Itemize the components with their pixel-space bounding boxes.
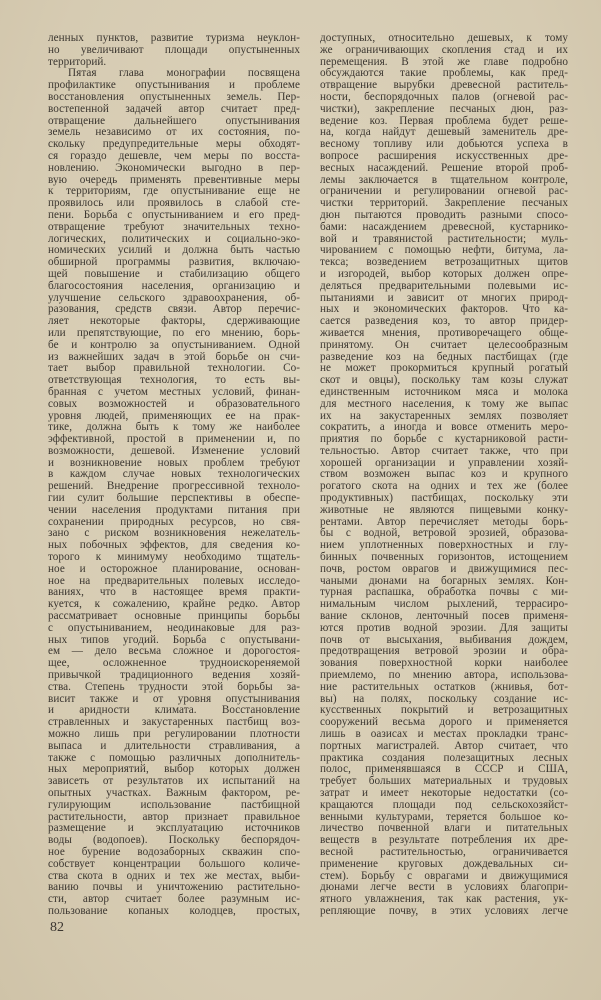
text-line: новлению. Экономически выгодно в пер- xyxy=(48,161,300,174)
text-line: отвращение требуют значительных техно- xyxy=(48,220,300,233)
text-line: ние растительных остатков (жнивья, бот- xyxy=(320,680,568,693)
text-line: же ограничивающих скопления стад и их xyxy=(320,43,568,56)
text-line: вы) на полях, поскольку создание ис- xyxy=(320,692,568,705)
text-line: или препятствующие, по его мнению, борь- xyxy=(48,326,300,339)
text-line: сти, автор считает более разумным ис- xyxy=(48,893,300,906)
text-line: дюн пытаются проводить разными спосо- xyxy=(320,208,568,221)
text-line: приятия по борьбе с кустарниковой расти- xyxy=(320,433,568,446)
text-line: доступных, относительно дешевых, к тому xyxy=(320,32,568,44)
text-line: деляться предварительными полевыми ис- xyxy=(320,279,568,292)
text-line: отвращение дальнейшего опустынивания xyxy=(48,114,300,127)
text-line: практика создания полезащитных лесных xyxy=(320,751,568,764)
text-line: на, когда найдут дешевый заменитель дре- xyxy=(320,126,568,139)
text-line: растительности, автор признает правильное xyxy=(48,810,300,823)
text-line: Пятая глава монографии посвящена xyxy=(68,67,300,80)
text-line: ных мероприятий, выбор которых должен xyxy=(48,763,300,776)
text-line: лишь в оазисах и местах прокладки транс- xyxy=(320,728,568,741)
text-line: вание склонов, ленточный посев применя- xyxy=(320,610,568,623)
text-line: ности, беспорядочных палов (огневой рас- xyxy=(320,90,568,103)
text-line: ное и осторожное планирование, основан- xyxy=(48,562,300,575)
text-line: вой и травянистой растительности; муль- xyxy=(320,232,568,245)
text-line: щее, осложненное трудноискореняемой xyxy=(48,657,300,670)
text-line: ством возможен выпас коз и крупного xyxy=(320,468,568,481)
text-line: ятного увлажнения, так как растения, ук- xyxy=(320,893,568,906)
text-line: скольку предупредительные меры обходят- xyxy=(48,138,300,151)
text-line: принятому. Он считает целесообразным xyxy=(320,338,568,351)
text-line: гии сулит большие перспективы в обеспе- xyxy=(48,492,300,505)
text-line: зано с риском возникновения нежелатель- xyxy=(48,527,300,540)
text-line: ляет некоторые факторы, сдерживающие xyxy=(48,315,300,328)
page-number: 82 xyxy=(50,920,64,935)
text-line: почв от высыхания, выбивания дождем, xyxy=(320,633,568,646)
text-line: территорий. xyxy=(48,55,107,68)
text-column-left xyxy=(48,33,300,918)
text-line: из важнейших задач в этой борьбе он счи- xyxy=(48,350,300,363)
text-line: живается мнения, противоречащего обще- xyxy=(320,326,568,339)
text-line: весных насаждений. Решение второй проб- xyxy=(320,161,568,174)
text-line: тает выбор правильной технологии. Со- xyxy=(48,362,300,375)
text-line: кращаются площади под сельскохозяйст- xyxy=(320,798,568,811)
text-line: турная распашка, обработка почвы с ми- xyxy=(320,586,568,599)
text-line: рассматривает основные принципы борьбы xyxy=(48,610,300,623)
text-line: сооружений весьма дорого и применяется xyxy=(320,716,568,729)
text-line: для местного населения, к тому же выпас xyxy=(320,397,568,410)
text-line: не может прокормиться крупный рогатый xyxy=(320,362,568,375)
text-line: лемы заключается в тщательном контроле, xyxy=(320,173,568,186)
text-line: ных побочных эффектов, для сведения ко- xyxy=(48,539,300,552)
text-line: ных и экономических факторов. Что ка- xyxy=(320,303,568,316)
text-line: портных магистралей. Автор считает, что xyxy=(320,739,568,752)
text-line: ленных пунктов, развитие туризма неуклон- xyxy=(48,32,300,44)
text-line: бранная с учетом местных условий, финан- xyxy=(48,385,300,398)
text-line: и аридности климата. Восстановление xyxy=(48,704,300,717)
text-line: уровня людей, применяющих ее на прак- xyxy=(48,409,300,422)
text-line: ства. Степень трудности этой борьбы за- xyxy=(48,680,300,693)
text-line: ных типов угодий. Борьба с опустывани- xyxy=(48,633,300,646)
text-line: рентами. Автор перечисляет методы борь- xyxy=(320,515,568,528)
text-line: ведение коз. Первая проблема будет реше- xyxy=(320,114,568,127)
text-line: продуктивных) пастбищах, поскольку эти xyxy=(320,492,568,505)
text-line: сократить, а иногда и вовсе отменить меро- xyxy=(320,421,568,434)
text-line: чистки территорий. Закрепление песчаных xyxy=(320,197,568,210)
text-line: ваниях, что в настоящее время практи- xyxy=(48,586,300,599)
text-line: обсуждаются такие проблемы, как пред- xyxy=(320,67,568,80)
text-line: затрат и имеет некоторые недостатки (со- xyxy=(320,787,568,799)
text-line: репляющие почву, в этих условиях легче xyxy=(320,904,568,917)
text-line: приемлемо, по мнению автора, использова- xyxy=(320,669,568,682)
text-line: единственным источником мяса и молока xyxy=(320,385,568,398)
text-line: можно лишь при регулировании плотности xyxy=(48,728,300,741)
text-line: требует больших материальных и трудовых xyxy=(320,775,568,788)
text-line: висит также и от уровня опустынивания xyxy=(48,692,300,705)
text-line: пытаниями и зависит от многих природ- xyxy=(320,291,568,304)
text-line: перемещения. В этой же главе подробно xyxy=(320,55,568,68)
text-line: решений. Внедрение прогрессивной техноло- xyxy=(48,480,300,493)
text-line: весной растительностью, ограничивается xyxy=(320,845,568,858)
text-line: ограничении и регулировании огневой рас- xyxy=(320,185,568,198)
text-line: совых возможностей и образовательного xyxy=(48,397,300,410)
text-line: торого к минимуму необходимо тщатель- xyxy=(48,551,300,564)
text-line: ства скота в одних и тех же местах, выби- xyxy=(48,869,300,882)
text-line: разования, средств связи. Автор перечис- xyxy=(48,303,300,316)
text-line: скот и овцы), поскольку там козы служат xyxy=(320,374,568,387)
text-line: проявилось или проявилось в слабой сте- xyxy=(48,197,300,210)
text-line: бинных почвенных горизонтов, истощением xyxy=(320,551,568,564)
text-line: ем — дело весьма сложное и дорогостоя- xyxy=(48,645,300,658)
text-line: чении населения продуктами питания при xyxy=(48,503,300,516)
text-line: зависеть от результатов их испытаний на xyxy=(48,775,300,788)
text-line: ванию почвы и уничтожению растительно- xyxy=(48,881,300,894)
text-line: вую очередь применять превентивные меры xyxy=(48,173,300,186)
text-line: ное на предварительных полевых исследо- xyxy=(48,574,300,587)
text-line: венными культурами, теряется большое ко- xyxy=(320,810,568,823)
text-line: их на закустаренных землях позволяет xyxy=(320,409,568,422)
text-line: весному топливу или добьются успеха в xyxy=(320,138,568,151)
text-line: выпаса и длительности стравливания, а xyxy=(48,739,300,752)
text-line: логических, политических и социально-эко- xyxy=(48,232,300,245)
text-line: опытных участках. Важным фактором, ре- xyxy=(48,787,300,799)
text-line: стравленных и закустаренных пастбищ воз- xyxy=(48,716,300,729)
text-line: тике, должна быть к тому же наиболее xyxy=(48,421,300,434)
text-line: воды (водопоев). Поскольку беспорядоч- xyxy=(48,834,300,847)
text-line: пени. Борьба с опустыниванием и его пред- xyxy=(48,208,300,221)
text-line: обширной программы развития, включаю- xyxy=(48,256,300,269)
text-line: нием уплотненных поверхностных и глу- xyxy=(320,539,568,552)
text-line: стем). Борьбу с оврагами и движущимися xyxy=(320,869,568,882)
text-line: в каждом случае новых технологических xyxy=(48,468,300,481)
text-line: сается разведения коз, то автор придер- xyxy=(320,315,568,328)
text-line: возможности, дешевой. Изменение условий xyxy=(48,444,300,457)
text-line: рогатого скота на одних и тех же (более xyxy=(320,480,568,493)
text-line: чированием с помощью нефти, битума, ла- xyxy=(320,244,568,257)
text-line: животные не являются пищевыми конку- xyxy=(320,503,568,516)
text-line: разведение коз на бедных пастбищах (где xyxy=(320,350,568,363)
text-line: полос, применявшаяся в СССР и США, xyxy=(320,763,568,776)
text-line: дюнами легче вести в условиях благопри- xyxy=(320,881,568,894)
text-line: собствует концентрации большого количе- xyxy=(48,857,300,870)
text-line: номических усилий и должна быть частью xyxy=(48,244,300,257)
text-column-right xyxy=(320,33,568,918)
text-line: бе и контролю за опустыниванием. Одной xyxy=(48,338,300,351)
text-line: чистки), закрепление песчаных дюн, раз- xyxy=(320,102,568,115)
text-line: и возникновение новых проблем требуют xyxy=(48,456,300,469)
text-line: востепенной задачей автор считает пред- xyxy=(48,102,300,115)
text-line: и изгородей, выбор которых должен опре- xyxy=(320,267,568,280)
text-line: ное бурение водозаборных скважин спо- xyxy=(48,845,300,858)
text-line: отвращение вырубки древесной раститель- xyxy=(320,79,568,92)
text-line: личество почвенной влаги и питательных xyxy=(320,822,568,835)
text-line: эффективной, простой в применении и, по xyxy=(48,433,300,446)
text-line: бы с водной, ветровой эрозией, образова- xyxy=(320,527,568,540)
text-line: профилактике опустынивания и проблеме xyxy=(48,79,300,92)
text-line: благосостояния населения, организацию и xyxy=(48,279,300,292)
text-line: также с помощью различных дополнитель- xyxy=(48,751,300,764)
text-line: предотвращения ветровой эрозии и обра- xyxy=(320,645,568,658)
text-line: гулирующим использование пастбищной xyxy=(48,798,300,811)
text-line: щей повышение и стабилизацию общего xyxy=(48,267,300,280)
text-line: текса; возведением ветрозащитных щитов xyxy=(320,256,568,269)
text-line: тельностью. Автор считает также, что при xyxy=(320,444,568,457)
text-line: восстановления опустыненных земель. Пер- xyxy=(48,90,300,103)
text-line: хорошей организации и управлении хозяй- xyxy=(320,456,568,469)
text-line: но увеличивают площади опустыненных xyxy=(48,43,300,56)
text-line: вопросе расширения искусственных дре- xyxy=(320,149,568,162)
text-line: ются против водной эрозии. Для защиты xyxy=(320,621,568,634)
text-line: ся гораздо дешевле, чем меры по восста- xyxy=(48,149,300,162)
text-line: кусственных покрытий и ветрозащитных xyxy=(320,704,568,717)
text-line: улучшение сельского здравоохранения, об- xyxy=(48,291,300,304)
text-line: размещение и эксплуатацию источников xyxy=(48,822,300,835)
text-line: куется, к сожалению, крайне редко. Автор xyxy=(48,598,300,611)
text-line: веществ в результате потребления их дре- xyxy=(320,834,568,847)
text-line: нимальным числом рыхлений, террасиро- xyxy=(320,598,568,611)
text-line: ответствующая технология, то есть вы- xyxy=(48,374,300,387)
text-line: привычкой традиционного ведения хозяй- xyxy=(48,669,300,682)
text-line: сохранении природных ресурсов, но свя- xyxy=(48,515,300,528)
text-line: к территориям, где опустынивание еще не xyxy=(48,185,300,198)
text-line: пользование копаных колодцев, простых, xyxy=(48,904,300,917)
text-line: почв, ростом оврагов и движущимися пес- xyxy=(320,562,568,575)
text-line: зования поверхностной корки наиболее xyxy=(320,657,568,670)
text-line: бами: насаждением древесной, кустарнико- xyxy=(320,220,568,233)
text-line: земель независимо от их состояния, по- xyxy=(48,126,300,139)
text-line: с опустыниванием, неодинаковые для раз- xyxy=(48,621,300,634)
text-line: чаными дюнами на богарных землях. Кон- xyxy=(320,574,568,587)
text-line: применение круговых дождевальных си- xyxy=(320,857,568,870)
